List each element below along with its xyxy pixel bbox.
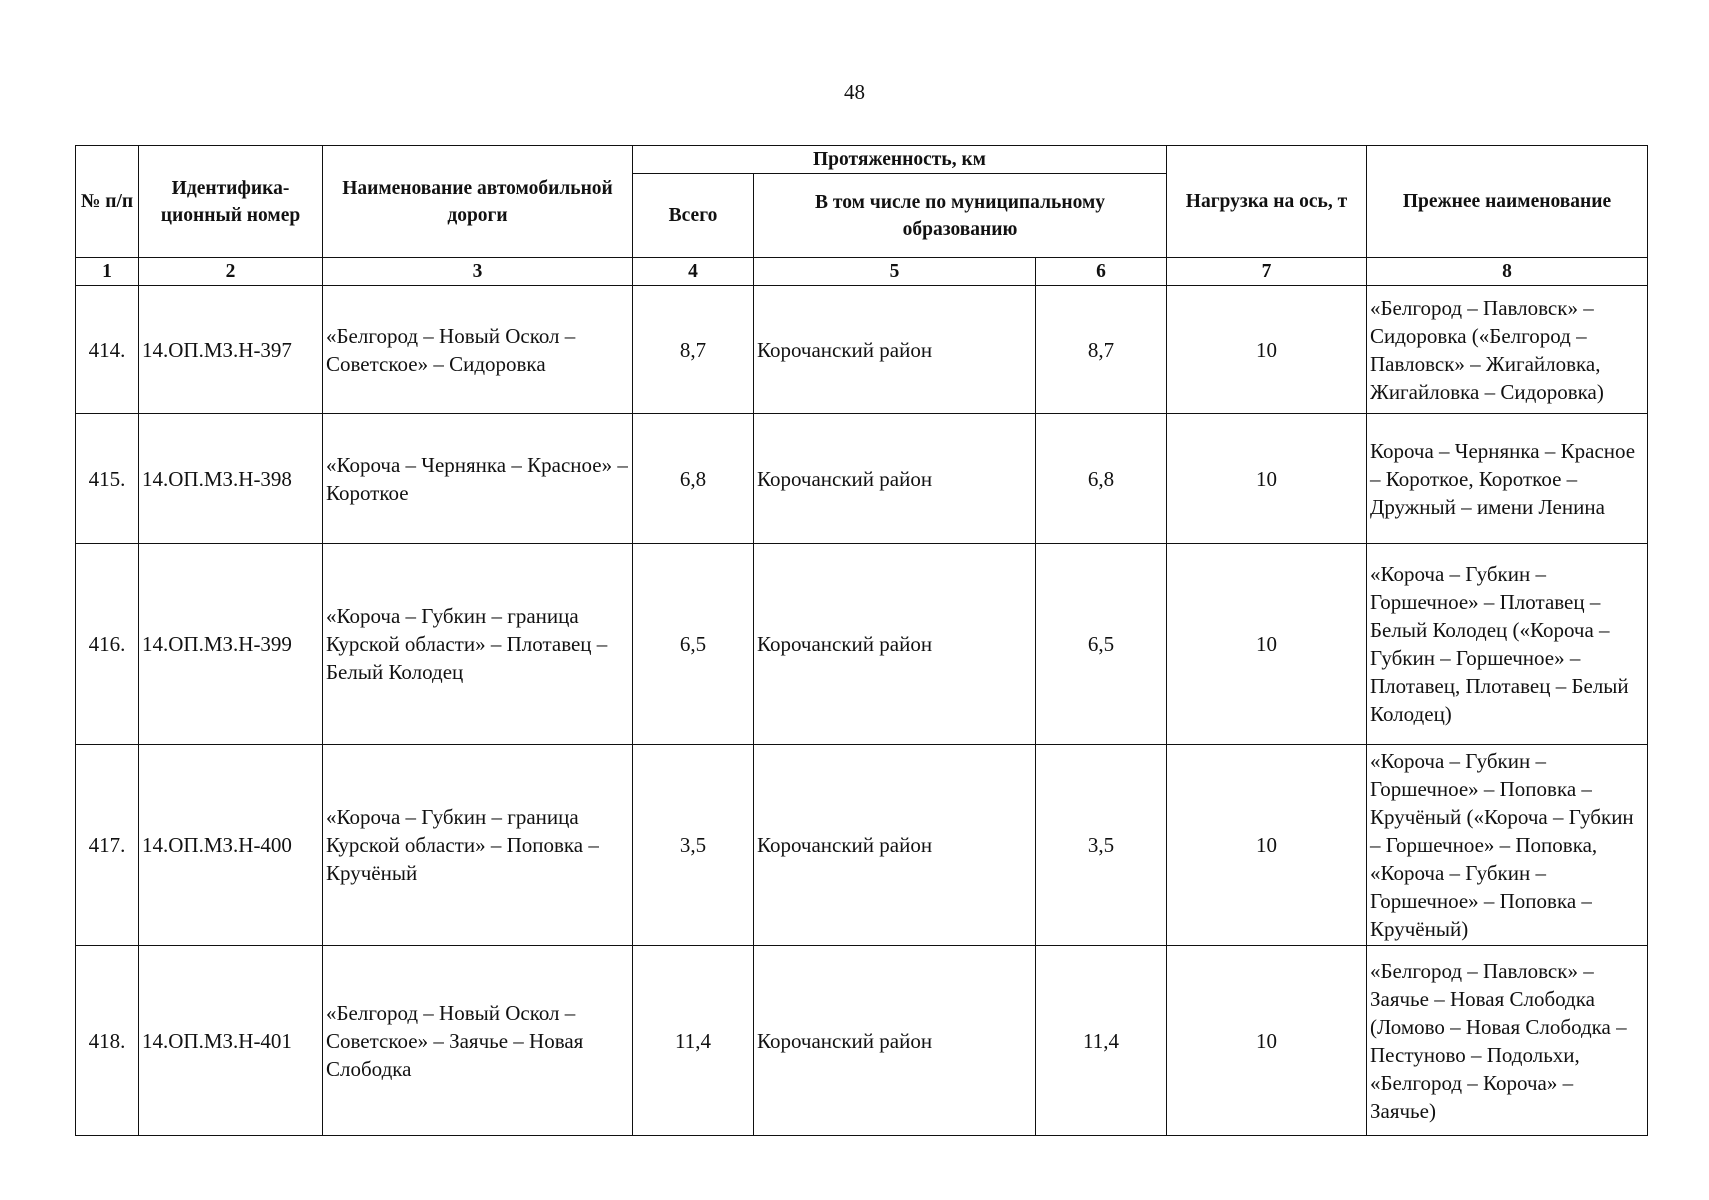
road-id: 14.ОП.МЗ.Н-399 — [139, 544, 323, 745]
road-name: «Короча – Чернянка – Красное» – Короткое — [323, 414, 633, 544]
total-length: 6,8 — [633, 414, 754, 544]
roads-table — [75, 145, 1648, 1136]
old-name: «Белгород – Павловск» – Сидоровка («Белгород – Павловск» – Жигайловка, Жигайловка – Сидоровка) — [1367, 286, 1648, 414]
district-length: 8,7 — [1036, 286, 1167, 414]
district: Корочанский район — [754, 414, 1036, 544]
axle-load: 10 — [1167, 745, 1367, 946]
header-old-name: Прежнее наименование — [1367, 146, 1648, 258]
header-length: Протяженность, км — [633, 146, 1167, 174]
road-name: «Белгород – Новый Оскол – Советское» – Заячье – Новая Слободка — [323, 946, 633, 1136]
header-num: № п/п — [76, 146, 139, 258]
total-length: 3,5 — [633, 745, 754, 946]
old-name: Короча – Чернянка – Красное – Короткое, Короткое – Дружный – имени Ленина — [1367, 414, 1648, 544]
table-row — [76, 745, 1648, 946]
total-length: 8,7 — [633, 286, 754, 414]
district: Корочанский район — [754, 745, 1036, 946]
column-number-row — [76, 258, 1648, 286]
road-id: 14.ОП.МЗ.Н-398 — [139, 414, 323, 544]
header-id: Идентифика-ционный номер — [139, 146, 323, 258]
axle-load: 10 — [1167, 946, 1367, 1136]
table-row — [76, 544, 1648, 745]
road-id: 14.ОП.МЗ.Н-400 — [139, 745, 323, 946]
district-length: 6,8 — [1036, 414, 1167, 544]
district: Корочанский район — [754, 946, 1036, 1136]
road-name: «Короча – Губкин – граница Курской области» – Поповка – Кручёный — [323, 745, 633, 946]
header-including: В том числе по муниципальному образованию — [754, 174, 1167, 258]
district-length: 11,4 — [1036, 946, 1167, 1136]
row-number: 417. — [76, 745, 139, 946]
page-number: 48 — [844, 80, 865, 104]
header-load: Нагрузка на ось, т — [1167, 146, 1367, 258]
row-number: 416. — [76, 544, 139, 745]
table-row — [76, 946, 1648, 1136]
header-row-top — [76, 146, 1648, 174]
district-length: 3,5 — [1036, 745, 1167, 946]
column-number: 4 — [633, 258, 754, 286]
old-name: «Короча – Губкин – Горшечное» – Плотавец – Белый Колодец («Короча – Губкин – Горшечное» – Плотавец, Плотавец – Белый Колодец) — [1367, 544, 1648, 745]
district: Корочанский район — [754, 544, 1036, 745]
road-name: «Белгород – Новый Оскол – Советское» – Сидоровка — [323, 286, 633, 414]
column-number: 8 — [1367, 258, 1648, 286]
column-number: 3 — [323, 258, 633, 286]
total-length: 6,5 — [633, 544, 754, 745]
row-number: 414. — [76, 286, 139, 414]
row-number: 415. — [76, 414, 139, 544]
row-number: 418. — [76, 946, 139, 1136]
total-length: 11,4 — [633, 946, 754, 1136]
district-length: 6,5 — [1036, 544, 1167, 745]
header-name: Наименование автомобильной дороги — [323, 146, 633, 258]
column-number: 6 — [1036, 258, 1167, 286]
old-name: «Короча – Губкин – Горшечное» – Поповка – Кручёный («Короча – Губкин – Горшечное» – Поповка, «Короча – Губкин – Горшечное» – Поповка – Кручёный) — [1367, 745, 1648, 946]
column-number: 5 — [754, 258, 1036, 286]
axle-load: 10 — [1167, 286, 1367, 414]
column-number: 2 — [139, 258, 323, 286]
district: Корочанский район — [754, 286, 1036, 414]
old-name: «Белгород – Павловск» – Заячье – Новая Слободка (Ломово – Новая Слободка – Пестуново – Подольхи, «Белгород – Короча» – Заячье) — [1367, 946, 1648, 1136]
header-total: Всего — [633, 174, 754, 258]
table-row — [76, 414, 1648, 544]
road-name: «Короча – Губкин – граница Курской области» – Плотавец – Белый Колодец — [323, 544, 633, 745]
column-number: 7 — [1167, 258, 1367, 286]
axle-load: 10 — [1167, 544, 1367, 745]
column-number: 1 — [76, 258, 139, 286]
table-row — [76, 286, 1648, 414]
road-id: 14.ОП.МЗ.Н-401 — [139, 946, 323, 1136]
axle-load: 10 — [1167, 414, 1367, 544]
road-id: 14.ОП.МЗ.Н-397 — [139, 286, 323, 414]
